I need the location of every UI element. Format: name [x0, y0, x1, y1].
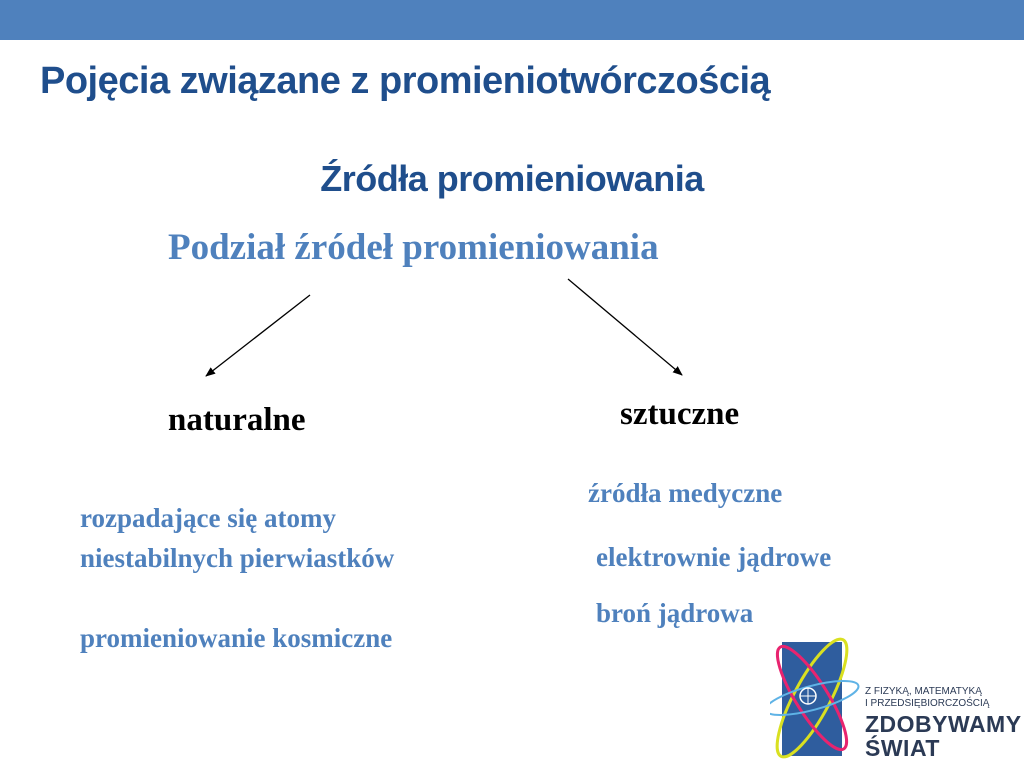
slide-title: Pojęcia związane z promieniotwórczością: [40, 60, 771, 102]
natural-item-2: niestabilnych pierwiastków: [80, 543, 395, 573]
project-logo: [770, 620, 1024, 768]
category-natural-label: naturalne: [168, 402, 306, 438]
division-heading: Podział źródeł promieniowania: [168, 227, 659, 268]
artificial-item-1: źródła medyczne: [588, 478, 783, 508]
arrow-to-artificial: [568, 279, 682, 375]
artificial-item-3: broń jądrowa: [596, 598, 754, 628]
arrow-to-natural: [206, 295, 310, 376]
logo-line-3: ZDOBYWAMY: [865, 711, 1022, 737]
natural-item-3: promieniowanie kosmiczne: [80, 623, 393, 653]
slide-subtitle: Źródła promieniowania: [320, 158, 704, 199]
category-artificial-label: sztuczne: [620, 396, 740, 432]
artificial-item-2: elektrownie jądrowe: [596, 542, 832, 572]
logo-line-2: I PRZEDSIĘBIORCZOŚCIĄ: [865, 698, 990, 709]
logo-line-4: ŚWIAT: [865, 735, 940, 761]
logo-line-1: Z FIZYKĄ, MATEMATYKĄ: [865, 686, 982, 697]
natural-item-1: rozpadające się atomy: [80, 503, 336, 533]
